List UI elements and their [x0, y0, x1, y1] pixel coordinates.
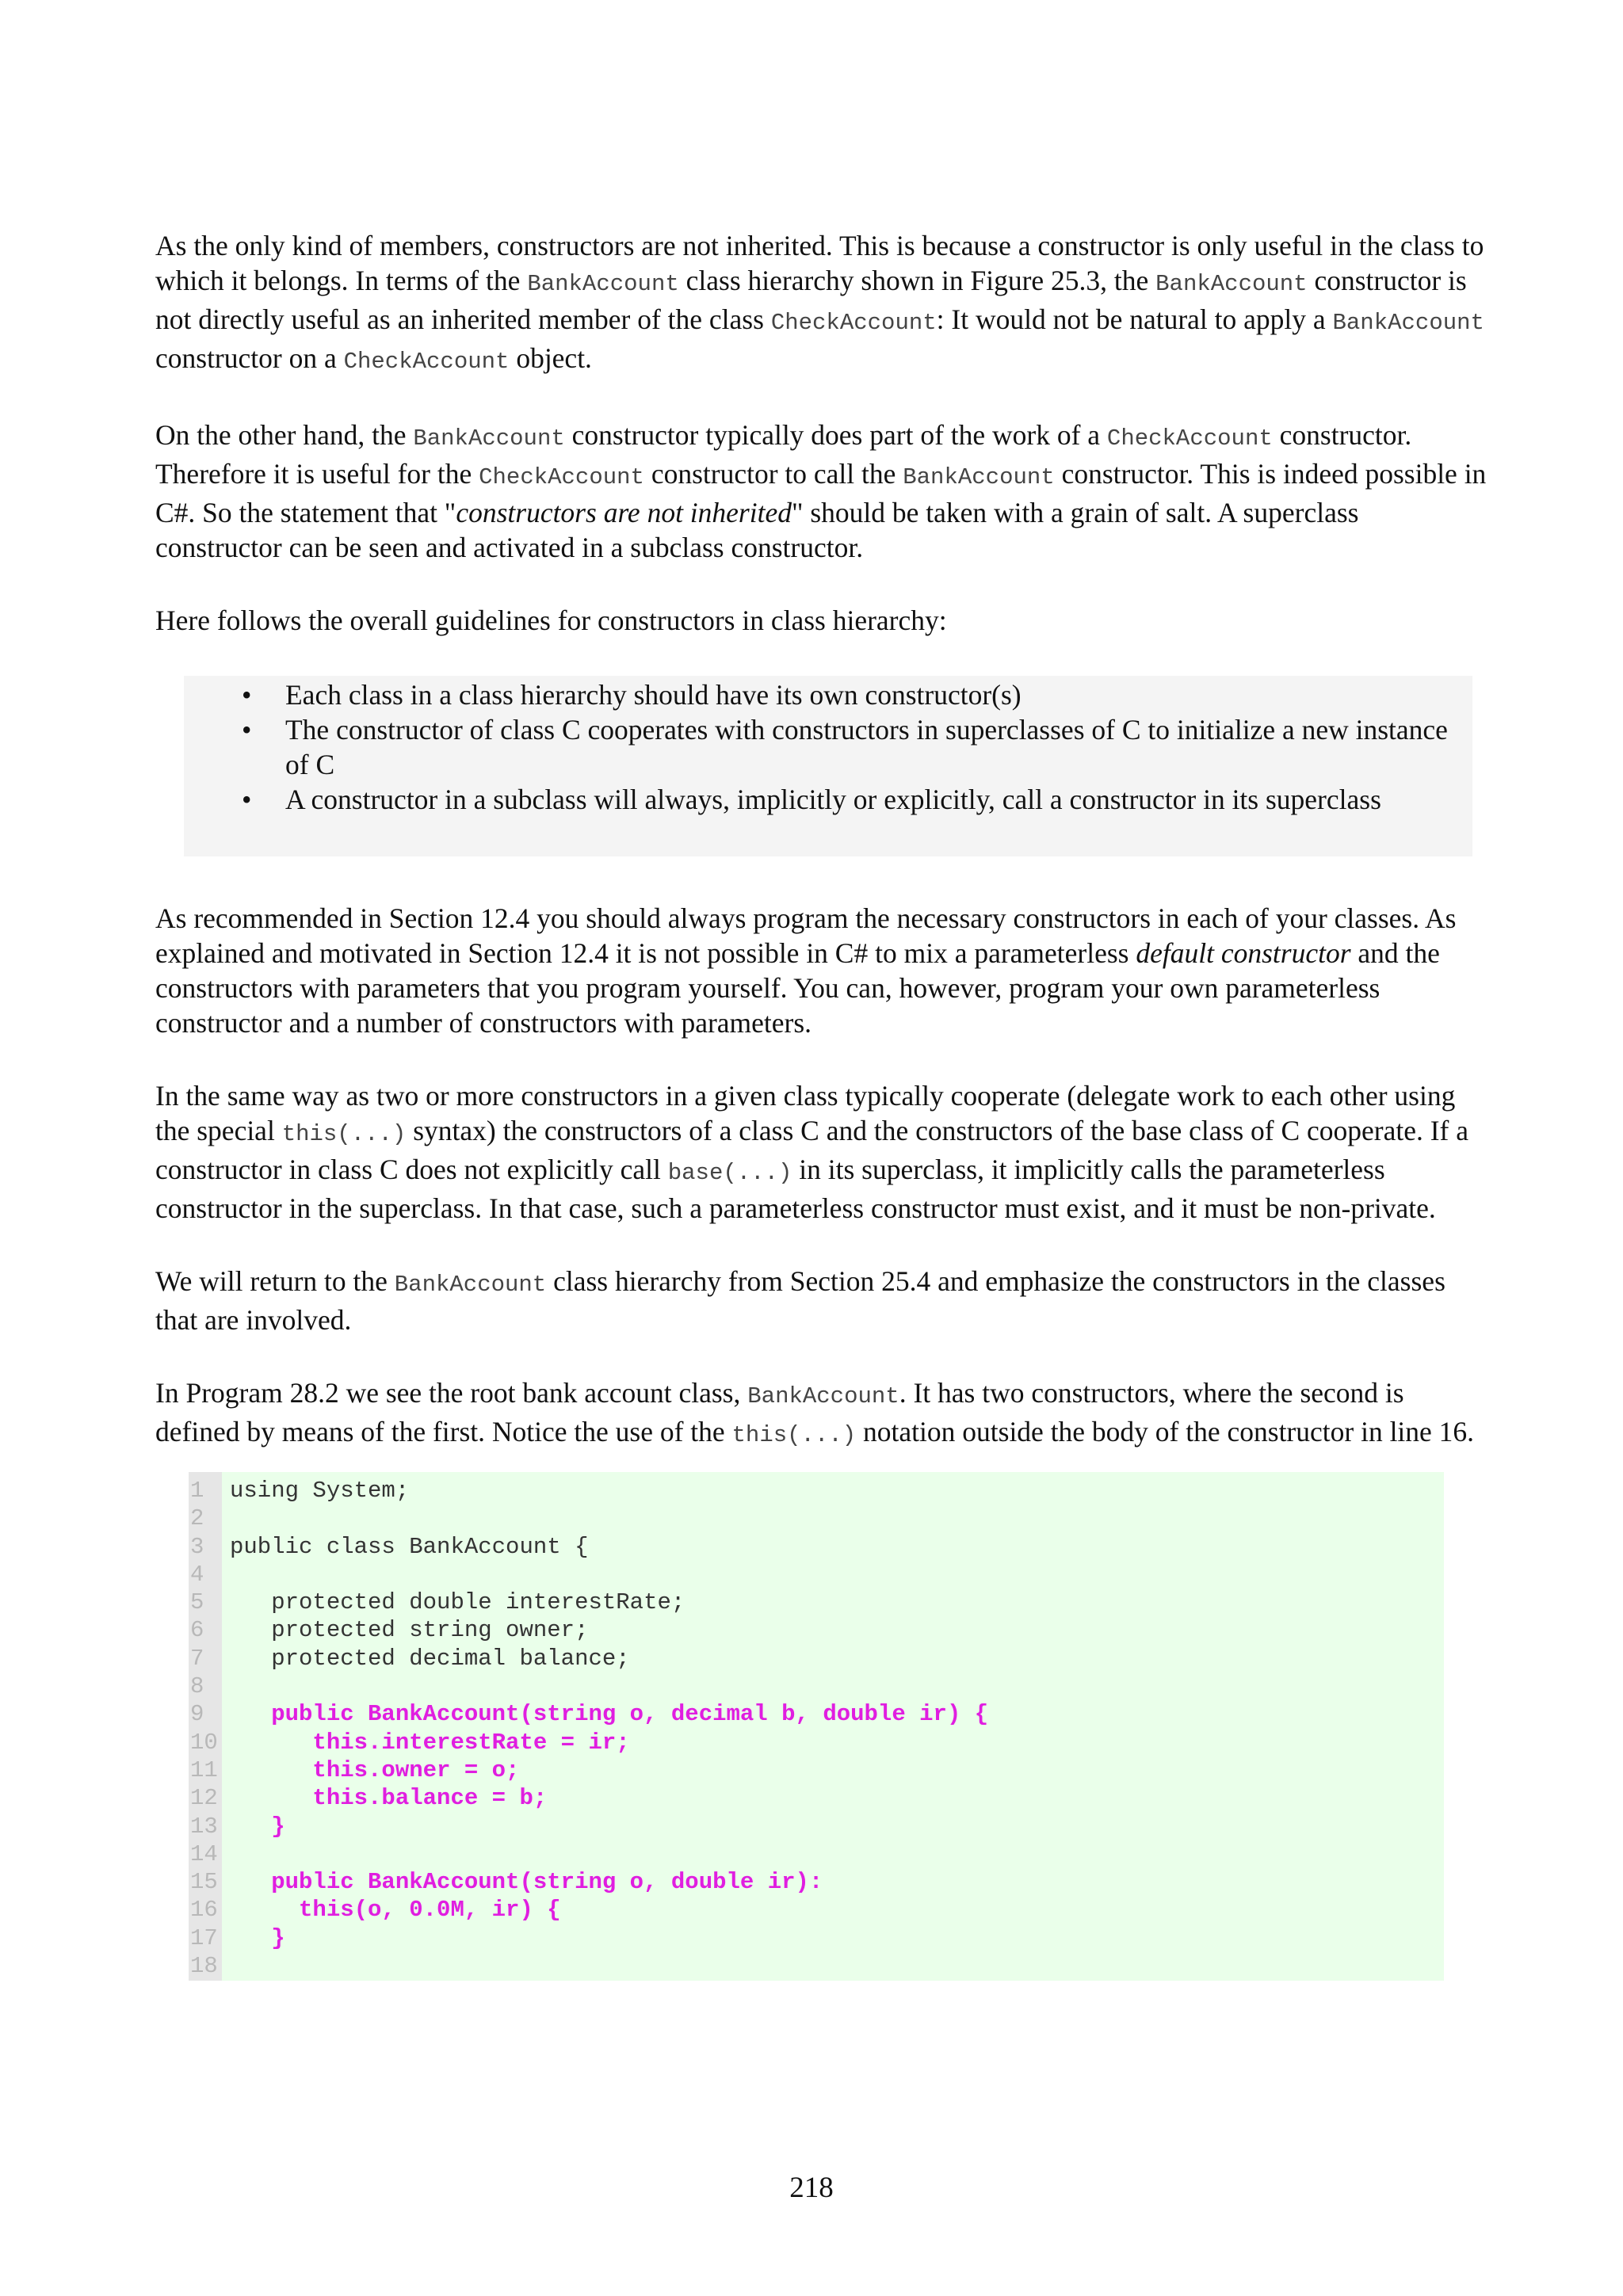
code-line	[189, 1700, 988, 1728]
line-number: 17	[190, 1924, 218, 1951]
text: In the same way as two or more constructors in a given class typically cooperate (delegate work to each other using the special	[155, 1080, 1456, 1146]
text: constructor to call the	[643, 458, 903, 490]
paragraph-constructors-not-inherited	[155, 228, 1487, 379]
line-number: 3	[190, 1533, 204, 1560]
text: constructor. Therefore it is useful for the	[155, 419, 1412, 490]
paragraph-other-hand	[155, 418, 1487, 565]
code-line	[189, 1561, 988, 1589]
line-number: 6	[190, 1617, 204, 1644]
code-line	[189, 1952, 988, 1980]
code-listing	[189, 1472, 1444, 1981]
line-number: 1	[190, 1478, 204, 1504]
line-number: 15	[190, 1869, 218, 1896]
code-text-highlighted: }	[230, 1813, 285, 1840]
code-line	[189, 1533, 988, 1561]
code-line	[189, 1477, 988, 1505]
page-number: 218	[789, 2172, 834, 2204]
document-page	[155, 228, 1487, 1981]
line-number: 8	[190, 1673, 204, 1700]
text: class hierarchy shown in Figure 25.3, the	[678, 265, 1156, 296]
emphasis: constructors are not inherited	[456, 497, 792, 528]
emphasis: default constructor	[1136, 937, 1351, 969]
line-number: 4	[190, 1561, 204, 1588]
line-number: 12	[190, 1785, 218, 1812]
guideline-item: • The constructor of class C cooperates with constructors in superclasses of C to initialize a new instance of C	[285, 712, 1472, 782]
line-number: 16	[190, 1897, 218, 1924]
text: " should be taken with a grain of salt. A superclass constructor can be seen and activated in a subclass constructor.	[155, 497, 1359, 563]
code-inline: this(...)	[731, 1422, 857, 1448]
paragraph-return-hierarchy	[155, 1264, 1487, 1337]
text: object.	[509, 342, 592, 374]
code-text-highlighted: this.interestRate = ir;	[230, 1729, 630, 1756]
code-inline: CheckAccount	[343, 349, 510, 375]
code-text-highlighted: this.owner = o;	[230, 1756, 520, 1783]
paragraph-recommended	[155, 901, 1487, 1040]
line-number: 5	[190, 1589, 204, 1616]
text: constructor. This is indeed possible in C#. So the statement that "	[155, 458, 1487, 528]
text: syntax) the constructors of a class C and the constructors of the base class of C cooperate. If a constructor in class C does not explicitly call	[155, 1115, 1469, 1185]
text: constructor typically does part of the work of a	[564, 419, 1107, 451]
code-line	[189, 1729, 988, 1756]
code-line	[189, 1756, 988, 1784]
text: On the other hand, the	[155, 419, 414, 451]
text: notation outside the body of the constructor in line 16.	[856, 1416, 1475, 1447]
text: class hierarchy from Section 25.4 and emphasize the constructors in the classes that are involved.	[155, 1265, 1445, 1336]
code-line	[189, 1672, 988, 1700]
code-text: public class BankAccount {	[230, 1533, 589, 1560]
code-lines	[189, 1472, 988, 1980]
code-text: protected double interestRate;	[230, 1589, 685, 1616]
code-text	[222, 1672, 230, 1700]
line-number: 10	[190, 1729, 218, 1756]
text: . It has two constructors, where the second is defined by means of the first. Notice the use of the	[155, 1377, 1404, 1447]
code-line	[189, 1896, 988, 1924]
paragraph-guidelines-intro: Here follows the overall guidelines for constructors in class hierarchy:	[155, 605, 947, 636]
line-number: 2	[190, 1505, 204, 1532]
code-line	[189, 1840, 988, 1868]
code-line	[189, 1868, 988, 1896]
text: We will return to the	[155, 1265, 395, 1297]
code-text	[222, 1840, 230, 1868]
code-inline: BankAccount	[527, 271, 679, 297]
code-text	[222, 1561, 230, 1589]
line-number: 7	[190, 1645, 204, 1672]
code-inline: base(...)	[667, 1160, 792, 1186]
code-text-highlighted: this.balance = b;	[230, 1785, 548, 1812]
code-inline: BankAccount	[1155, 271, 1308, 297]
code-text-highlighted: }	[230, 1924, 285, 1951]
paragraph-program-intro	[155, 1375, 1487, 1453]
paragraph-cooperate	[155, 1078, 1487, 1226]
line-number: 18	[190, 1953, 218, 1980]
code-line	[189, 1589, 988, 1616]
text: constructor on a	[155, 342, 344, 374]
guideline-item: • Each class in a class hierarchy should have its own constructor(s)	[285, 677, 1472, 712]
guideline-item: • A constructor in a subclass will always, implicitly or explicitly, call a constructor in its superclass	[285, 782, 1472, 817]
code-text-highlighted: public BankAccount(string o, decimal b, double ir) {	[230, 1701, 989, 1728]
code-inline: BankAccount	[394, 1272, 547, 1298]
code-text: protected string owner;	[230, 1617, 589, 1644]
guidelines-box	[184, 676, 1472, 856]
code-line	[189, 1505, 988, 1532]
text: in its superclass, it implicitly calls the parameterless constructor in the superclass. In that case, such a parameterless constructor must exist, and it must be non-private.	[155, 1154, 1436, 1224]
code-inline: CheckAccount	[770, 310, 937, 336]
text: As the only kind of members, constructors are not inherited. This is because a constructor is only useful in the class to which it belongs. In terms of the	[155, 230, 1484, 296]
code-line	[189, 1645, 988, 1672]
code-line	[189, 1813, 988, 1840]
line-number: 9	[190, 1701, 204, 1728]
code-text	[222, 1505, 230, 1532]
text: : It would not be natural to apply a	[936, 303, 1333, 335]
code-text: using System;	[230, 1478, 410, 1504]
code-inline: this(...)	[281, 1121, 407, 1147]
code-text-highlighted: this(o, 0.0M, ir) {	[230, 1897, 561, 1924]
line-number: 14	[190, 1840, 218, 1867]
text: In Program 28.2 we see the root bank account class,	[155, 1377, 748, 1409]
code-inline: CheckAccount	[1106, 425, 1273, 452]
text: As recommended in Section 12.4 you should always program the necessary constructors in each of your classes. As explained and motivated in Section 12.4 it is not possible in C# to mix a parameterless	[155, 902, 1457, 969]
code-inline: CheckAccount	[479, 464, 644, 490]
text: and the constructors with parameters that you program yourself. You can, however, program your own parameterless constructor and a number of constructors with parameters.	[155, 937, 1440, 1039]
code-inline: BankAccount	[903, 464, 1055, 490]
code-line	[189, 1784, 988, 1812]
line-number: 11	[190, 1756, 218, 1783]
code-line	[189, 1616, 988, 1644]
line-number: 13	[190, 1813, 218, 1840]
code-inline: BankAccount	[1332, 310, 1484, 336]
code-text-highlighted: public BankAccount(string o, double ir):	[230, 1869, 823, 1896]
code-line	[189, 1924, 988, 1952]
code-text: protected decimal balance;	[230, 1645, 630, 1672]
text: constructor is not directly useful as an inherited member of the class	[155, 265, 1467, 335]
code-inline: BankAccount	[747, 1383, 899, 1409]
guidelines-list	[184, 677, 1472, 817]
code-inline: BankAccount	[413, 425, 565, 452]
code-text	[222, 1952, 230, 1980]
